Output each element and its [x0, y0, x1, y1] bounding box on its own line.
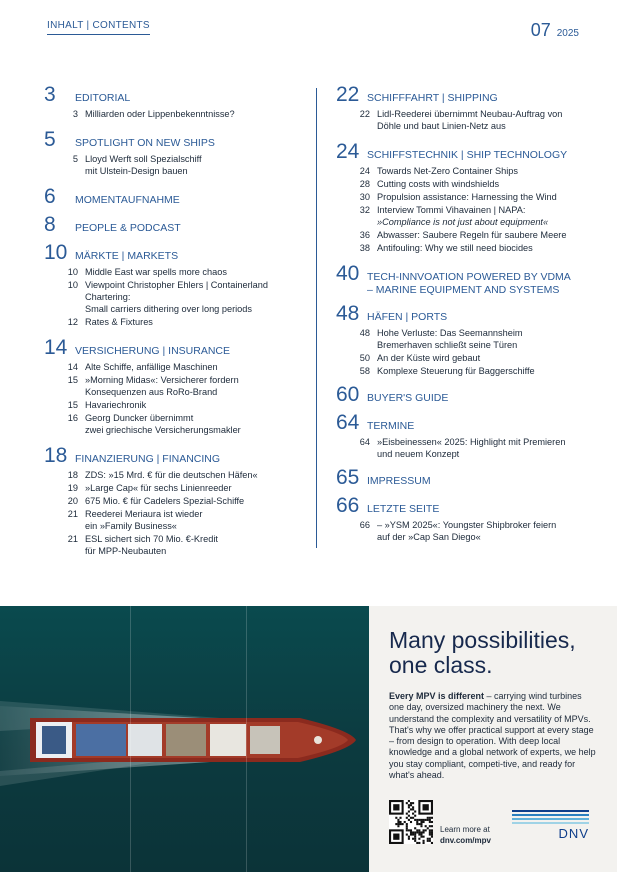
item-title: ESL sichert sich 70 Mio. €-Kredit für MPP-Neubauten — [85, 534, 218, 556]
section-title: PEOPLE & PODCAST — [75, 222, 181, 234]
toc-item[interactable] — [359, 165, 586, 177]
item-page-number: 22 — [359, 109, 370, 119]
section-title: HÄFEN | PORTS — [367, 311, 448, 323]
item-title: 675 Mio. € für Cadelers Spezial-Schiffe — [85, 496, 245, 506]
item-page-number: 58 — [359, 366, 370, 376]
toc-item[interactable] — [359, 242, 586, 254]
item-page-number: 3 — [72, 109, 78, 119]
section-page-number: 48 — [336, 302, 360, 325]
item-page-number: 32 — [359, 205, 370, 215]
item-title: Rates & Fixtures — [85, 317, 153, 327]
toc-item[interactable] — [359, 436, 586, 460]
toc-section[interactable] — [336, 84, 586, 133]
item-title: Towards Net-Zero Container Ships — [377, 166, 518, 176]
section-title: EDITORIAL — [75, 92, 131, 104]
toc-item[interactable] — [359, 204, 586, 228]
section-title: SCHIFFSTECHNIK | SHIP TECHNOLOGY — [367, 149, 568, 161]
item-page-number: 12 — [67, 317, 78, 327]
section-title: MÄRKTE | MARKETS — [75, 250, 179, 262]
section-page-number: 3 — [44, 83, 56, 106]
toc-item[interactable] — [359, 352, 586, 364]
dnv-logo-bars — [512, 810, 589, 824]
toc-item[interactable] — [67, 279, 306, 315]
item-title: ZDS: »15 Mrd. € für die deutschen Häfen« — [85, 470, 258, 480]
toc-item[interactable] — [67, 495, 306, 507]
toc-item[interactable] — [67, 374, 306, 398]
item-page-number: 14 — [67, 362, 78, 372]
toc-item[interactable] — [67, 533, 306, 557]
item-title: Georg Duncker übernimmt zwei griechische Versicherungsmakler — [85, 413, 241, 435]
fold-line — [130, 606, 131, 872]
toc-section[interactable] — [336, 384, 586, 406]
toc-item[interactable] — [67, 482, 306, 494]
contents-header-label: INHALT | CONTENTS — [47, 20, 150, 35]
item-title: Lloyd Werft soll Spezialschiff mit Ulstein-Design bauen — [85, 154, 202, 176]
toc-item[interactable] — [67, 412, 306, 436]
toc-item[interactable] — [67, 508, 306, 532]
item-page-number: 38 — [359, 243, 370, 253]
item-title: Reederei Meriaura ist wieder ein »Family Business« — [85, 509, 203, 531]
item-title: Middle East war spells more chaos — [85, 267, 227, 277]
column-divider — [316, 88, 317, 548]
contents-right-column — [336, 84, 586, 544]
dnv-logo — [512, 810, 589, 841]
dnv-logo-text: DNV — [558, 826, 589, 841]
item-page-number: 30 — [359, 192, 370, 202]
item-page-number: 21 — [67, 534, 78, 544]
item-page-number: 18 — [67, 470, 78, 480]
toc-item[interactable] — [359, 108, 586, 132]
learn-more-url[interactable]: dnv.com/mpv — [440, 836, 491, 845]
section-title: MOMENTAUFNAHME — [75, 194, 180, 206]
item-page-number: 21 — [67, 509, 78, 519]
item-page-number: 48 — [359, 328, 370, 338]
issue-number: 07 — [530, 20, 551, 40]
contents-left-column — [44, 84, 306, 558]
fold-line — [246, 606, 247, 872]
item-title: An der Küste wird gebaut — [377, 353, 481, 363]
toc-item[interactable] — [359, 229, 586, 241]
ship-illustration — [0, 606, 369, 872]
section-title: FINANZIERUNG | FINANCING — [75, 453, 221, 465]
toc-item[interactable] — [359, 327, 586, 351]
section-page-number: 18 — [44, 444, 68, 467]
item-title: »Eisbeinessen« 2025: Highlight mit Premieren und neuem Konzept — [377, 437, 566, 459]
ad-body — [389, 691, 599, 781]
toc-section[interactable] — [44, 242, 306, 329]
item-title: Cutting costs with windshields — [377, 179, 500, 189]
item-page-number: 15 — [67, 375, 78, 385]
section-page-number: 24 — [336, 140, 360, 163]
item-title: Havariechronik — [85, 400, 147, 410]
section-page-number: 66 — [336, 494, 360, 517]
item-page-number: 19 — [67, 483, 78, 493]
section-title: TERMINE — [367, 420, 415, 432]
section-page-number: 60 — [336, 383, 360, 406]
section-page-number: 5 — [44, 128, 56, 151]
item-title: Hohe Verluste: Das Seemannsheim Bremerhaven schließt seine Türen — [377, 328, 523, 350]
item-title: Propulsion assistance: Harnessing the Wind — [377, 192, 557, 202]
issue-year: 2025 — [556, 28, 579, 39]
item-page-number: 10 — [67, 267, 78, 277]
section-page-number: 40 — [336, 262, 360, 285]
ad-headline: Many possibilities, one class. — [389, 627, 576, 678]
toc-section[interactable] — [336, 412, 586, 461]
item-title: Milliarden oder Lippenbekenntnisse? — [85, 109, 235, 119]
item-page-number: 64 — [359, 437, 370, 447]
ad-body-text: – carrying wind turbines one day, oversized machinery the next. We understand the complexity and versatility of MPVs. That's why we offer practical support at every stage – from design to operation. With deep local knowledge and a global network of experts, we help you stay compliant, competi-tive, and ready for what's ahead. — [389, 691, 596, 781]
toc-item[interactable] — [67, 469, 306, 481]
toc-item[interactable] — [359, 519, 586, 543]
ship-aerial-photo — [0, 606, 369, 872]
section-page-number: 65 — [336, 466, 360, 489]
item-title: Alte Schiffe, anfällige Maschinen — [85, 362, 218, 372]
item-title: Antifouling: Why we still need biocides — [377, 243, 533, 253]
toc-section[interactable] — [44, 84, 306, 121]
toc-item[interactable] — [359, 178, 586, 190]
toc-section[interactable] — [44, 186, 306, 208]
qr-code-icon — [389, 800, 433, 844]
item-page-number: 36 — [359, 230, 370, 240]
item-page-number: 10 — [67, 280, 78, 290]
item-title: Lidl-Reederei übernimmt Neubau-Auftrag von Döhle und baut Linien-Netz aus — [377, 109, 563, 131]
toc-item[interactable] — [359, 365, 586, 377]
ad-body-lead: Every MPV is different — [389, 691, 485, 701]
item-page-number: 15 — [67, 400, 78, 410]
item-title: Komplexe Steuerung für Baggerschiffe — [377, 366, 535, 376]
toc-item[interactable] — [72, 108, 306, 120]
item-page-number: 16 — [67, 413, 78, 423]
section-title: IMPRESSUM — [367, 475, 431, 487]
toc-item[interactable] — [67, 316, 306, 328]
learn-more-text — [440, 824, 491, 846]
section-page-number: 8 — [44, 213, 56, 236]
toc-item[interactable] — [67, 399, 306, 411]
item-page-number: 20 — [67, 496, 78, 506]
section-title: TECH-INNVOATION POWERED BY VDMA – MARINE EQUIPMENT AND SYSTEMS — [367, 271, 571, 296]
item-title: »Large Cap« für sechs Linienreeder — [85, 483, 232, 493]
toc-section[interactable] — [336, 467, 586, 489]
toc-section[interactable] — [336, 263, 586, 297]
item-page-number: 24 — [359, 166, 370, 176]
item-title: Interview Tommi Vihavainen | NAPA: — [377, 205, 526, 215]
learn-more-label: Learn more at — [440, 825, 490, 834]
section-title: BUYER'S GUIDE — [367, 392, 449, 404]
toc-item[interactable] — [359, 191, 586, 203]
section-title: VERSICHERUNG | INSURANCE — [75, 345, 230, 357]
item-page-number: 50 — [359, 353, 370, 363]
item-page-number: 28 — [359, 179, 370, 189]
item-title: Viewpoint Christopher Ehlers | Containerland Chartering: Small carriers dithering over long periods — [85, 280, 269, 314]
item-page-number: 66 — [359, 520, 370, 530]
section-title: LETZTE SEITE — [367, 503, 440, 515]
toc-section[interactable] — [44, 445, 306, 558]
toc-section[interactable] — [44, 129, 306, 178]
section-page-number: 64 — [336, 411, 360, 434]
section-page-number: 14 — [44, 336, 68, 359]
toc-item[interactable] — [67, 361, 306, 373]
section-page-number: 22 — [336, 83, 360, 106]
item-title: – »YSM 2025«: Youngster Shipbroker feiern auf der »Cap San Diego« — [377, 520, 557, 542]
item-page-number: 5 — [72, 154, 78, 164]
toc-item[interactable] — [67, 266, 306, 278]
toc-section[interactable] — [336, 141, 586, 255]
section-page-number: 10 — [44, 241, 68, 264]
toc-section[interactable] — [44, 214, 306, 236]
toc-section[interactable] — [44, 337, 306, 437]
issue-marker — [531, 20, 579, 41]
item-title: Abwasser: Saubere Regeln für saubere Meere — [377, 230, 567, 240]
section-title: SCHIFFFAHRT | SHIPPING — [367, 92, 498, 104]
toc-section[interactable] — [336, 303, 586, 378]
section-page-number: 6 — [44, 185, 56, 208]
section-title: SPOTLIGHT ON NEW SHIPS — [75, 137, 215, 149]
item-subtitle: »Compliance is not just about equipment« — [377, 217, 549, 227]
item-title: »Morning Midas«: Versicherer fordern Konsequenzen aus RoRo-Brand — [85, 375, 239, 397]
toc-item[interactable] — [72, 153, 306, 177]
toc-section[interactable] — [336, 495, 586, 544]
